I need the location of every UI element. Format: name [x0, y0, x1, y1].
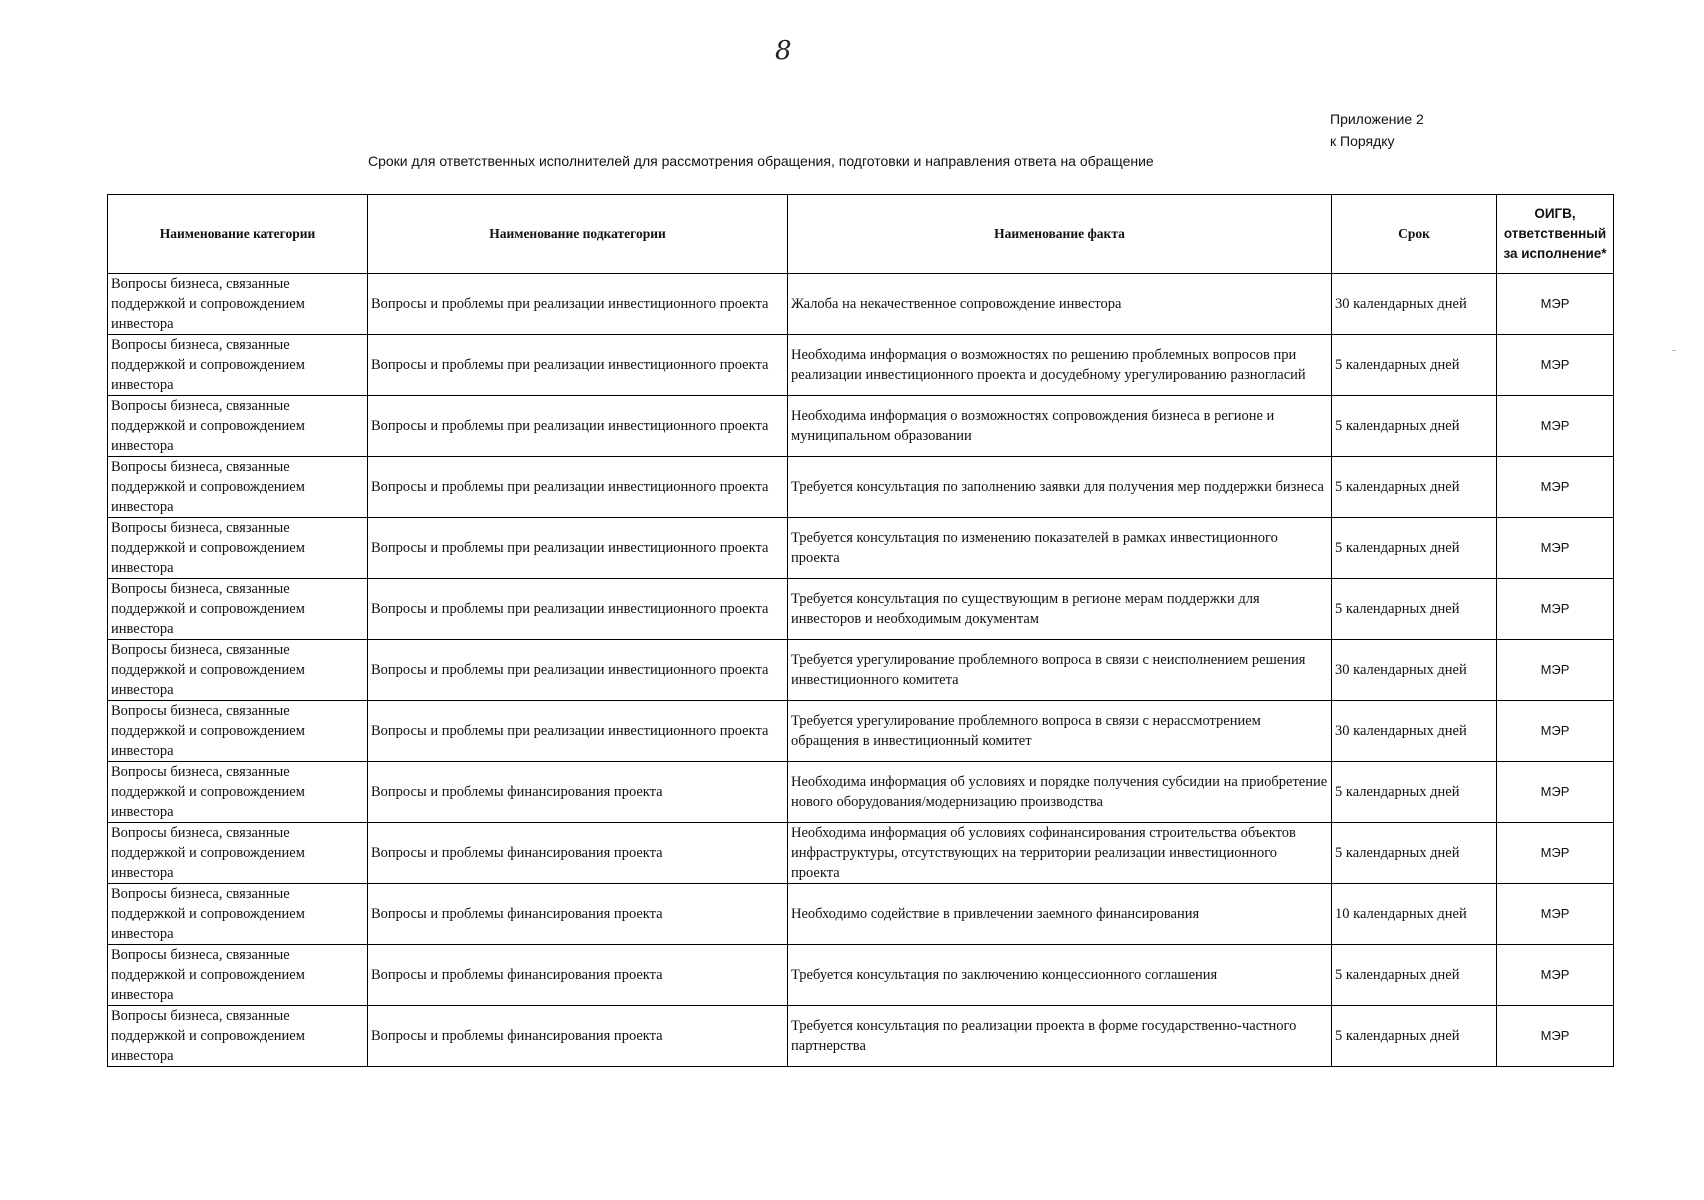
category-cell: Вопросы бизнеса, связанные поддержкой и сопровождением инвестора [108, 640, 368, 701]
fact-cell: Требуется консультация по заполнению заявки для получения мер поддержки бизнеса [788, 457, 1332, 518]
fact-cell: Требуется консультация по существующим в регионе мерам поддержки для инвесторов и необходимым документам [788, 579, 1332, 640]
subcategory-cell: Вопросы и проблемы при реализации инвестиционного проекта [368, 457, 788, 518]
subcategory-cell: Вопросы и проблемы при реализации инвестиционного проекта [368, 335, 788, 396]
category-cell: Вопросы бизнеса, связанные поддержкой и сопровождением инвестора [108, 762, 368, 823]
table-row [108, 945, 1614, 1006]
responsible-cell: МЭР [1497, 823, 1614, 884]
table-row [108, 396, 1614, 457]
page-number: 8 [775, 36, 792, 66]
table-row [108, 274, 1614, 335]
subcategory-cell: Вопросы и проблемы финансирования проекта [368, 884, 788, 945]
header-responsible-line: ответственный [1503, 226, 1607, 241]
table-header-row [108, 195, 1614, 274]
responsible-cell: МЭР [1497, 579, 1614, 640]
header-fact: Наименование факта [788, 195, 1332, 274]
fact-cell: Необходима информация о возможностях сопровождения бизнеса в регионе и муниципальном образовании [788, 396, 1332, 457]
term-cell: 30 календарных дней [1332, 640, 1497, 701]
subcategory-cell: Вопросы и проблемы при реализации инвестиционного проекта [368, 579, 788, 640]
term-cell: 30 календарных дней [1332, 274, 1497, 335]
subcategory-cell: Вопросы и проблемы при реализации инвестиционного проекта [368, 274, 788, 335]
category-cell: Вопросы бизнеса, связанные поддержкой и сопровождением инвестора [108, 274, 368, 335]
subcategory-cell: Вопросы и проблемы при реализации инвестиционного проекта [368, 396, 788, 457]
subcategory-cell: Вопросы и проблемы финансирования проекта [368, 945, 788, 1006]
fact-cell: Требуется консультация по реализации проекта в форме государственно-частного партнерства [788, 1006, 1332, 1067]
responsible-cell: МЭР [1497, 396, 1614, 457]
table-row [108, 579, 1614, 640]
scan-artifact [1672, 350, 1676, 351]
fact-cell: Необходимо содействие в привлечении заемного финансирования [788, 884, 1332, 945]
table-row [108, 518, 1614, 579]
term-cell: 5 календарных дней [1332, 579, 1497, 640]
header-category: Наименование категории [108, 195, 368, 274]
term-cell: 30 календарных дней [1332, 701, 1497, 762]
responsible-cell: МЭР [1497, 335, 1614, 396]
fact-cell: Требуется консультация по заключению концессионного соглашения [788, 945, 1332, 1006]
term-cell: 5 календарных дней [1332, 1006, 1497, 1067]
header-subcategory: Наименование подкатегории [368, 195, 788, 274]
subcategory-cell: Вопросы и проблемы при реализации инвестиционного проекта [368, 640, 788, 701]
fact-cell: Жалоба на некачественное сопровождение инвестора [788, 274, 1332, 335]
responsible-cell: МЭР [1497, 945, 1614, 1006]
term-cell: 10 календарных дней [1332, 884, 1497, 945]
fact-cell: Необходима информация об условиях и порядке получения субсидии на приобретение нового оборудования/модернизацию производства [788, 762, 1332, 823]
term-cell: 5 календарных дней [1332, 457, 1497, 518]
term-cell: 5 календарных дней [1332, 762, 1497, 823]
subcategory-cell: Вопросы и проблемы финансирования проекта [368, 1006, 788, 1067]
fact-cell: Необходима информация о возможностях по решению проблемных вопросов при реализации инвестиционного проекта и досудебному урегулированию разногласий [788, 335, 1332, 396]
fact-cell: Требуется урегулирование проблемного вопроса в связи с нерассмотрением обращения в инвестиционный комитет [788, 701, 1332, 762]
subcategory-cell: Вопросы и проблемы при реализации инвестиционного проекта [368, 518, 788, 579]
fact-cell: Требуется урегулирование проблемного вопроса в связи с неисполнением решения инвестиционного комитета [788, 640, 1332, 701]
header-term: Срок [1332, 195, 1497, 274]
appendix-line: Приложение 2 [1330, 111, 1424, 127]
category-cell: Вопросы бизнеса, связанные поддержкой и сопровождением инвестора [108, 945, 368, 1006]
appendix-note [1330, 108, 1424, 152]
term-cell: 5 календарных дней [1332, 335, 1497, 396]
table-row [108, 701, 1614, 762]
term-cell: 5 календарных дней [1332, 396, 1497, 457]
term-cell: 5 календарных дней [1332, 945, 1497, 1006]
category-cell: Вопросы бизнеса, связанные поддержкой и сопровождением инвестора [108, 457, 368, 518]
document-title: Сроки для ответственных исполнителей для рассмотрения обращения, подготовки и направления ответа на обращение [368, 153, 1154, 169]
header-responsible [1497, 195, 1614, 274]
responsible-cell: МЭР [1497, 640, 1614, 701]
subcategory-cell: Вопросы и проблемы при реализации инвестиционного проекта [368, 701, 788, 762]
term-cell: 5 календарных дней [1332, 823, 1497, 884]
subcategory-cell: Вопросы и проблемы финансирования проекта [368, 762, 788, 823]
responsible-cell: МЭР [1497, 1006, 1614, 1067]
header-responsible-line: ОИГВ, [1534, 206, 1576, 221]
responsible-cell: МЭР [1497, 274, 1614, 335]
table-row [108, 335, 1614, 396]
category-cell: Вопросы бизнеса, связанные поддержкой и сопровождением инвестора [108, 396, 368, 457]
category-cell: Вопросы бизнеса, связанные поддержкой и сопровождением инвестора [108, 579, 368, 640]
table-row [108, 762, 1614, 823]
term-cell: 5 календарных дней [1332, 518, 1497, 579]
table-row [108, 640, 1614, 701]
category-cell: Вопросы бизнеса, связанные поддержкой и сопровождением инвестора [108, 518, 368, 579]
header-responsible-line: за исполнение* [1503, 246, 1607, 261]
category-cell: Вопросы бизнеса, связанные поддержкой и сопровождением инвестора [108, 884, 368, 945]
fact-cell: Требуется консультация по изменению показателей в рамках инвестиционного проекта [788, 518, 1332, 579]
table-row [108, 823, 1614, 884]
responsible-cell: МЭР [1497, 884, 1614, 945]
responsible-cell: МЭР [1497, 762, 1614, 823]
category-cell: Вопросы бизнеса, связанные поддержкой и сопровождением инвестора [108, 335, 368, 396]
deadlines-table [107, 194, 1614, 1067]
subcategory-cell: Вопросы и проблемы финансирования проекта [368, 823, 788, 884]
category-cell: Вопросы бизнеса, связанные поддержкой и сопровождением инвестора [108, 701, 368, 762]
table-row [108, 1006, 1614, 1067]
responsible-cell: МЭР [1497, 701, 1614, 762]
appendix-line: к Порядку [1330, 133, 1395, 149]
responsible-cell: МЭР [1497, 518, 1614, 579]
table-row [108, 884, 1614, 945]
fact-cell: Необходима информация об условиях софинансирования строительства объектов инфраструктуры, отсутствующих на территории реализации инвестиционного проекта [788, 823, 1332, 884]
category-cell: Вопросы бизнеса, связанные поддержкой и сопровождением инвестора [108, 1006, 368, 1067]
responsible-cell: МЭР [1497, 457, 1614, 518]
table-row [108, 457, 1614, 518]
category-cell: Вопросы бизнеса, связанные поддержкой и сопровождением инвестора [108, 823, 368, 884]
